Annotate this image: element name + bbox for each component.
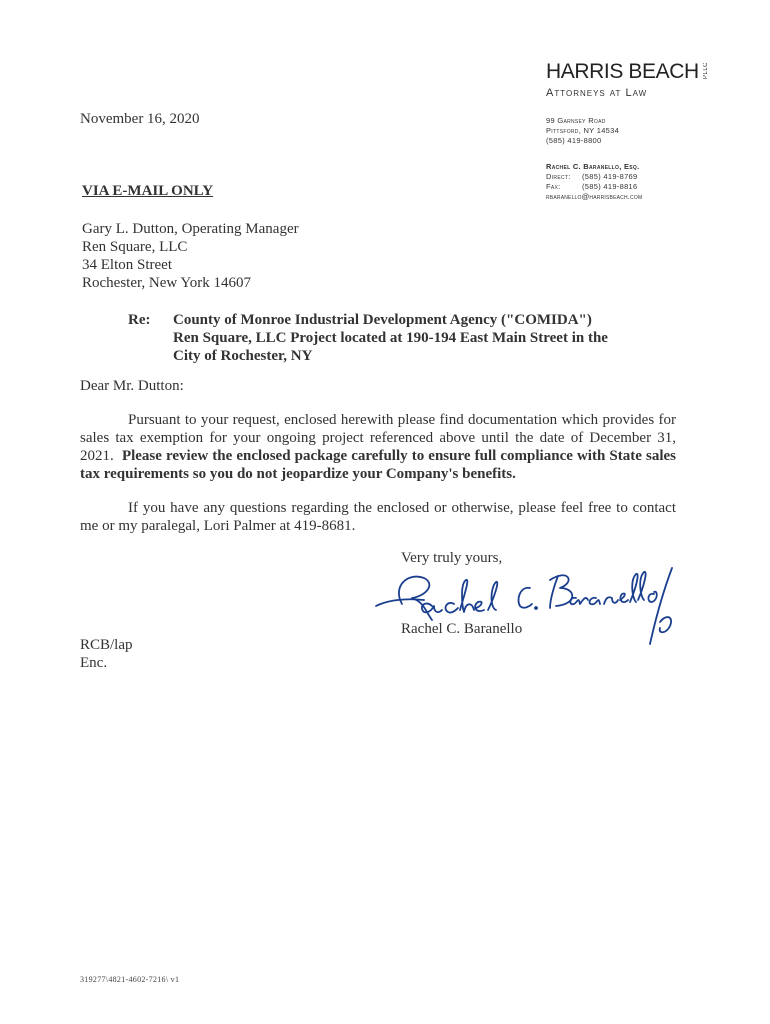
paragraph-1-bold-text: Please review the enclosed package carefully to ensure full compliance with State sales tax requirements so you do not jeopardize your Company's benefits. (80, 448, 676, 482)
salutation: Dear Mr. Dutton: (80, 378, 184, 394)
signer-name: Rachel C. Baranello (401, 621, 523, 637)
closing: Very truly yours, (401, 550, 503, 566)
firm-suffix: PLLC (703, 62, 709, 80)
fax-phone: (585) 419-8816 (582, 182, 638, 191)
re-line: Ren Square, LLC Project located at 190-194 East Main Street in the (173, 330, 608, 346)
attorney-email: rbaranello@harrisbeach.com (546, 192, 643, 201)
firm-tagline: Attorneys at Law (546, 87, 648, 99)
enclosure-note: Enc. (80, 655, 108, 671)
attorney-name: Rachel C. Baranello, Esq. (546, 162, 640, 171)
re-subject (173, 311, 673, 365)
re-label: Re: (128, 312, 151, 328)
direct-label: Direct: (546, 172, 571, 181)
paragraph-1 (80, 411, 676, 483)
address-line: Pittsford, NY 14534 (546, 126, 620, 135)
firm-address (546, 116, 619, 146)
attorney-contact-block (546, 162, 642, 202)
paragraph-1-text: Pursuant to your request, enclosed herewith please find documentation which provides for sales tax exemption for your ongoing project referenced above until the date of December 31, 2021. (80, 412, 676, 464)
reference-initials (80, 636, 133, 672)
recipient-line: Rochester, New York 14607 (82, 275, 251, 291)
typist-initials: RCB/lap (80, 637, 133, 653)
fax-label: Fax: (546, 182, 561, 191)
document-id-footer: 319277\4821-4602-7216\ v1 (80, 975, 180, 984)
firm-name: HARRIS BEACH (546, 60, 699, 83)
re-line: City of Rochester, NY (173, 348, 313, 364)
delivery-method: VIA E-MAIL ONLY (82, 183, 214, 199)
paragraph-2: If you have any questions regarding the enclosed or otherwise, please feel free to contact me or my paralegal, Lori Palmer at 419-8681. (80, 500, 676, 534)
re-line: County of Monroe Industrial Development Agency ("COMIDA") (173, 312, 592, 328)
recipient-line: Gary L. Dutton, Operating Manager (82, 221, 299, 237)
handwritten-signature (372, 560, 682, 655)
recipient-address (82, 220, 299, 292)
recipient-line: Ren Square, LLC (82, 239, 188, 255)
direct-phone: (585) 419-8769 (582, 172, 638, 181)
address-line: (585) 419-8800 (546, 136, 602, 145)
letter-date: November 16, 2020 (80, 111, 200, 127)
recipient-line: 34 Elton Street (82, 257, 172, 273)
address-line: 99 Garnsey Road (546, 116, 606, 125)
